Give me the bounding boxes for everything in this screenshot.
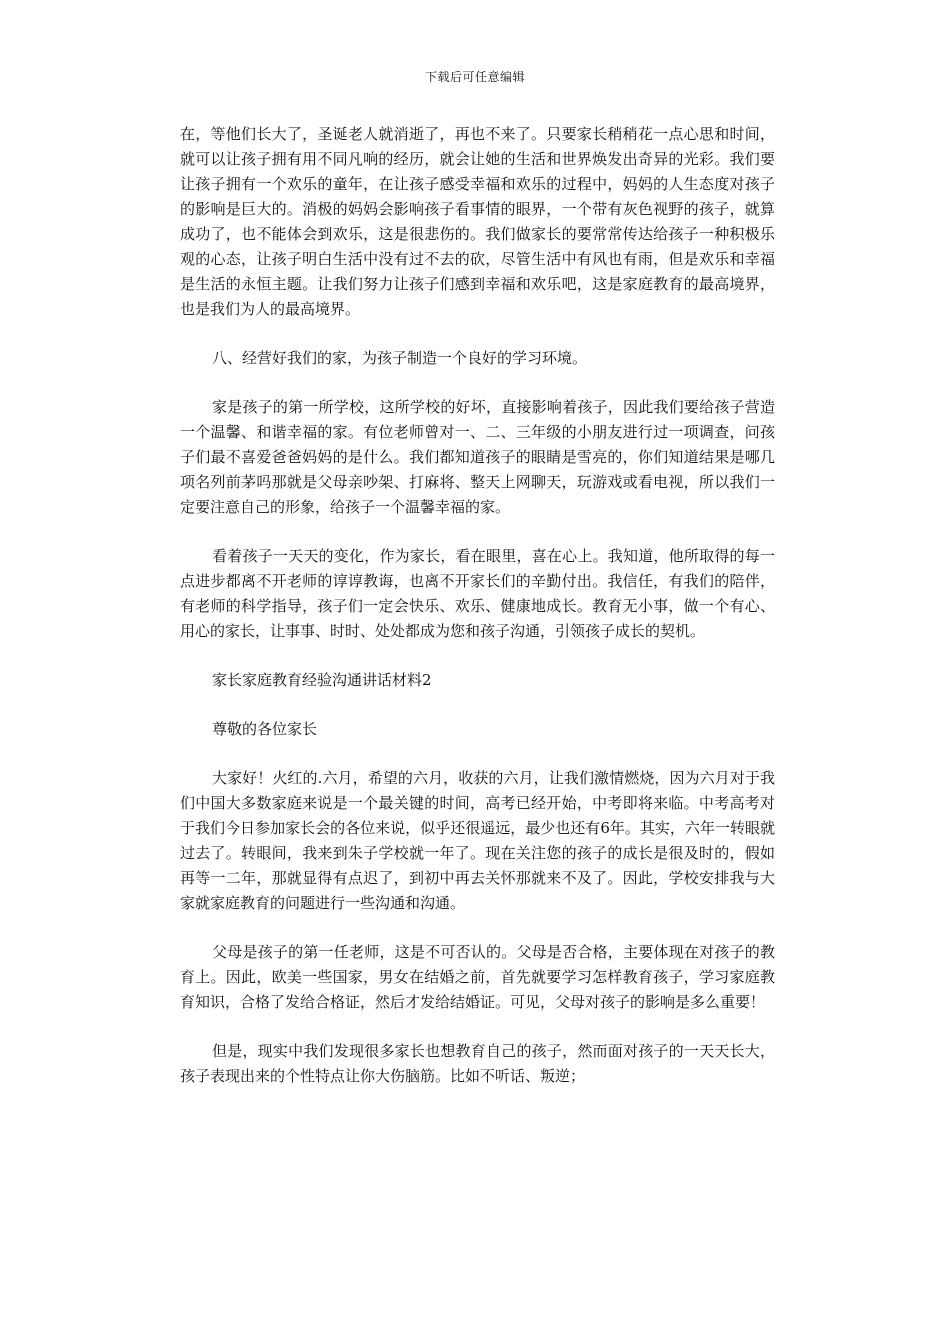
salutation: 尊敬的各位家长 (212, 720, 318, 738)
paragraph-parents: 父母是孩子的第一任老师，这是不可否认的。父母是否合格，主要体现在对孩子的教育上。因此，欧美一些国家，男女在结婚之前，首先就要学习怎样教育孩子，学习家庭教育知识，合格了发给合格证，然后才发给结婚证。可见，父母对孩子的影响是多么重要！ (180, 943, 775, 1011)
document-body (180, 122, 775, 1113)
page-header: 下载后可任意编辑 (424, 70, 525, 84)
section-heading-eight: 八、经营好我们的家，为孩子制造一个良好的学习环境。 (212, 349, 588, 367)
paragraph-greeting: 大家好！火红的.六月，希望的六月，收获的六月，让我们激情燃烧，因为六月对于我们中国大多数家庭来说是一个最关键的时间，高考已经开始，中考即将来临。中考高考对于我们今日参加家长会的各位来说，似乎还很遥远，最少也还有6年。其实，六年一转眼就过去了。转眼间，我来到朱子学校就一年了。现在关注您的孩子的成长是很及时的，假如再等一二年，那就显得有点迟了，到初中再去关怀那就来不及了。因此，学校安排我与大家就家庭教育的问题进行一些沟通和沟通。 (180, 769, 775, 912)
paragraph-continuation: 在，等他们长大了，圣诞老人就消逝了，再也不来了。只要家长稍稍花一点心思和时间，就可以让孩子拥有用不同凡响的经历，就会让她的生活和世界焕发出奇异的光彩。我们要让孩子拥有一个欢乐的童年，在让孩子感受幸福和欢乐的过程中，妈妈的人生态度对孩子的影响是巨大的。消极的妈妈会影响孩子看事情的眼界，一个带有灰色视野的孩子，就算成功了，也不能体会到欢乐，这是很悲伤的。我们做家长的要常常传达给孩子一种积极乐观的心态，让孩子明白生活中没有过不去的砍，尽管生活中有风也有雨，但是欢乐和幸福是生活的永恒主题。让我们努力让孩子们感到幸福和欢乐吧，这是家庭教育的最高境界，也是我们为人的最高境界。 (180, 125, 775, 318)
paragraph-growth: 看着孩子一天天的变化，作为家长，看在眼里，喜在心上。我知道，他所取得的每一点进步都离不开老师的谆谆教诲，也离不开家长们的辛勤付出。我信任，有我们的陪伴，有老师的科学指导，孩子们一定会快乐、欢乐、健康地成长。教育无小事，做一个有心、用心的家长，让事事、时时、处处都成为您和孩子沟通，引领孩子成长的契机。 (180, 547, 775, 640)
paragraph-reality: 但是，现实中我们发现很多家长也想教育自己的孩子，然而面对孩子的一天天长大，孩子表现出来的个性特点让你大伤脑筋。比如不听话、叛逆； (180, 1042, 775, 1085)
document-title-2: 家长家庭教育经验沟通讲话材料2 (212, 671, 432, 689)
paragraph-home: 家是孩子的第一所学校，这所学校的好坏，直接影响着孩子，因此我们要给孩子营造一个温馨、和谐幸福的家。有位老师曾对一、二、三年级的小朋友进行过一项调查，问孩子们最不喜爱爸爸妈妈的是什么。我们都知道孩子的眼睛是雪亮的，你们知道结果是哪几项名列前茅吗那就是父母亲吵架、打麻将、整天上网聊天，玩游戏或看电视，所以我们一定要注意自己的形象，给孩子一个温馨幸福的家。 (180, 398, 775, 516)
